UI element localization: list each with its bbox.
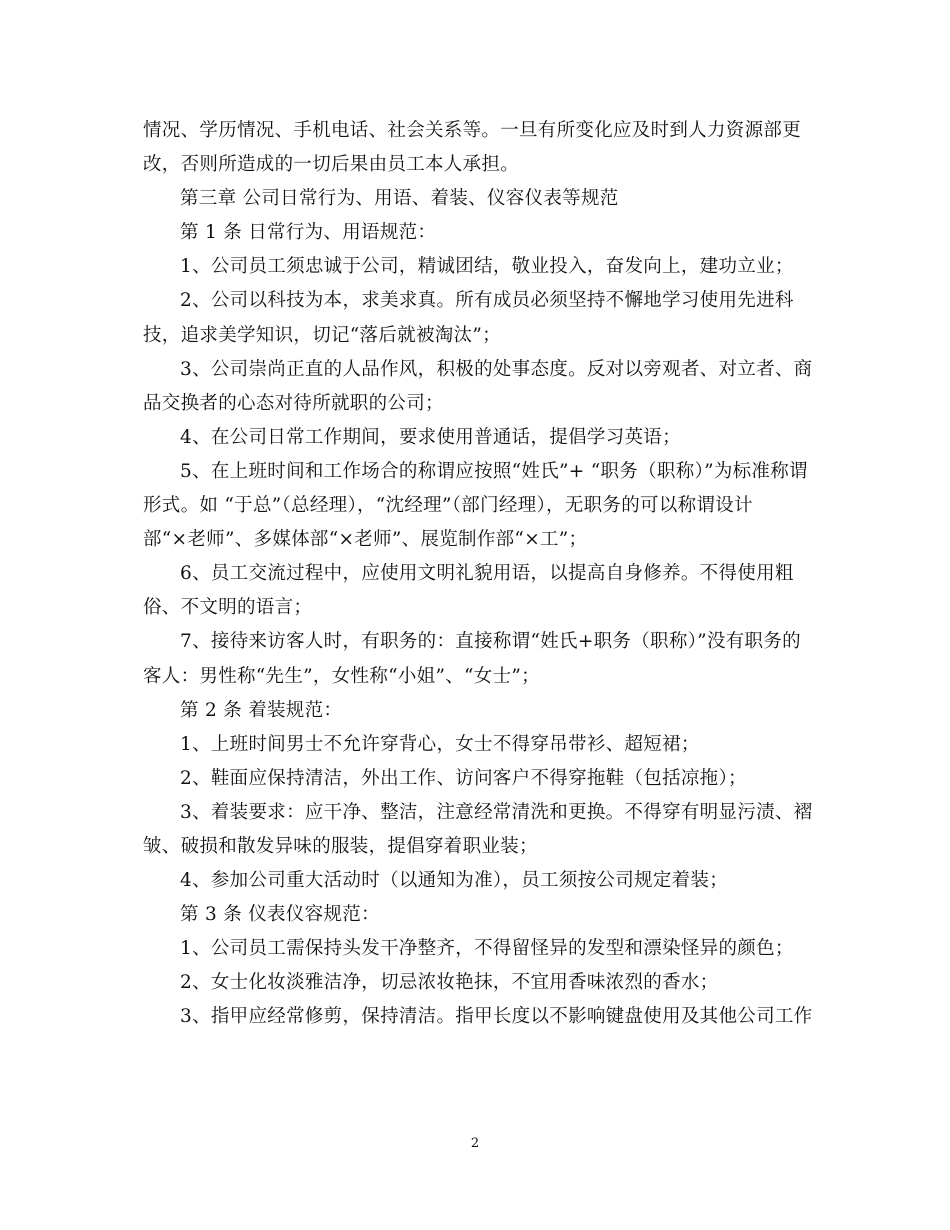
text-line: 5、在上班时间和工作场合的称谓应按照“姓氏”+ “职务（职称）”为标准称谓 — [180, 460, 808, 482]
article-heading: 第 3 条 仪表仪容规范： — [180, 904, 380, 926]
text-line: 1、上班时间男士不允许穿背心，女士不得穿吊带衫、超短裙； — [180, 733, 700, 755]
article-heading: 第 2 条 着装规范： — [180, 699, 343, 721]
document-body — [143, 114, 815, 1035]
text-line: 改，否则所造成的一切后果由员工本人承担。 — [143, 154, 520, 176]
page-number: 2 — [470, 1136, 480, 1151]
text-line: 4、参加公司重大活动时（以通知为准），员工须按公司规定着装； — [180, 870, 729, 892]
text-line: 部“×老师”、多媒体部“×老师”、展览制作部“×工”； — [143, 529, 588, 551]
text-line: 2、鞋面应保持清洁，外出工作、访问客户不得穿拖鞋（包括凉拖）； — [180, 767, 747, 789]
text-line: 3、着装要求：应干净、整洁，注意经常清洗和更换。不得穿有明显污渍、褶 — [180, 801, 813, 823]
text-line: 4、在公司日常工作期间，要求使用普通话，提倡学习英语； — [180, 426, 681, 448]
text-line: 情况、学历情况、手机电话、社会关系等。一旦有所变化应及时到人力资源部更 — [143, 120, 802, 141]
text-line: 1、公司员工须忠诚于公司，精诚团结，敬业投入，奋发向上，建功立业； — [180, 256, 794, 278]
text-line: 皱、破损和散发异味的服装，提倡穿着职业装； — [143, 835, 538, 857]
text-line: 形式。如 “于总”（总经理），“沈经理”（部门经理），无职务的可以称谓设计 — [143, 495, 753, 517]
text-line: 3、指甲应经常修剪，保持清洁。指甲长度以不影响键盘使用及其他公司工作 — [180, 1006, 813, 1028]
text-line: 6、员工交流过程中，应使用文明礼貌用语，以提高自身修养。不得使用粗 — [180, 563, 794, 585]
chapter-heading: 第三章 公司日常行为、用语、着装、仪容仪表等规范 — [180, 188, 619, 210]
text-line: 俗、不文明的语言； — [143, 597, 313, 619]
text-line: 3、公司崇尚正直的人品作风，积极的处事态度。反对以旁观者、对立者、商 — [180, 358, 813, 380]
article-heading: 第 1 条 日常行为、用语规范： — [180, 222, 437, 244]
text-line: 2、女士化妆淡雅洁净，切忌浓妆艳抹，不宜用香味浓烈的香水； — [180, 972, 719, 994]
text-line: 7、接待来访客人时，有职务的：直接称谓“姓氏+职务（职称）”没有职务的 — [180, 631, 801, 653]
text-line: 1、公司员工需保持头发干净整齐，不得留怪异的发型和漂染怪异的颜色； — [180, 938, 794, 960]
text-line: 2、公司以科技为本，求美求真。所有成员必须坚持不懈地学习使用先进科 — [180, 290, 794, 312]
text-line: 客人：男性称“先生”，女性称“小姐”、“女士”； — [143, 665, 540, 687]
text-line: 技，追求美学知识，切记“落后就被淘汰”； — [143, 324, 501, 346]
text-line: 品交换者的心态对待所就职的公司； — [143, 392, 444, 414]
